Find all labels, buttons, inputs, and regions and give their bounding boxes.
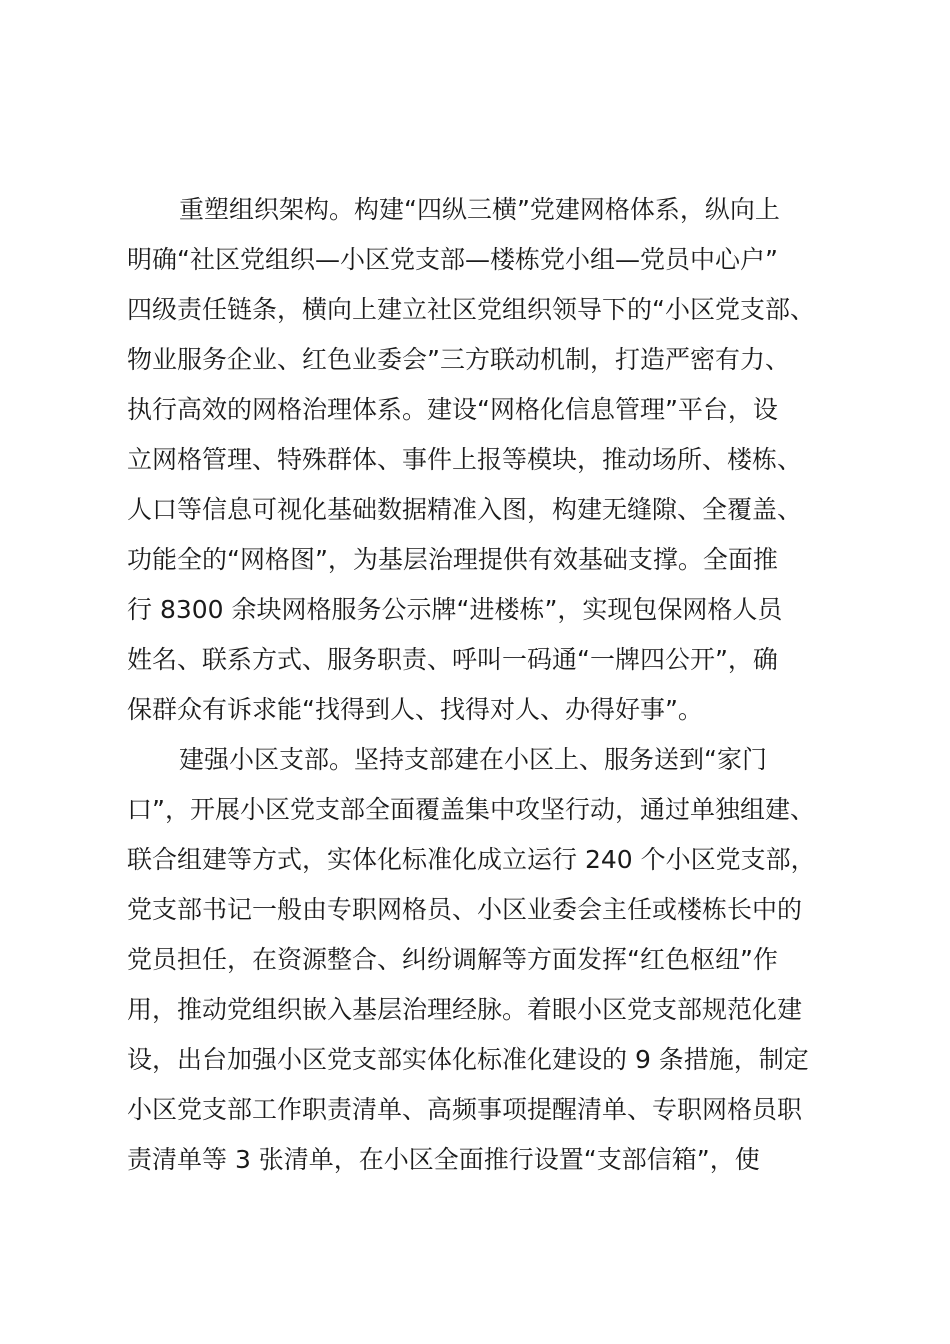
text-line: 用，推动党组织嵌入基层治理经脉。着眼小区党支部规范化建	[127, 995, 803, 1024]
text-line: 小区党支部工作职责清单、高频事项提醒清单、专职网格员职	[127, 1095, 803, 1124]
text-line: 人口等信息可视化基础数据精准入图，构建无缝隙、全覆盖、	[127, 495, 803, 524]
text-line: 重塑组织架构。构建“四纵三横”党建网格体系，纵向上	[179, 195, 780, 224]
text-line: 责清单等 3 张清单，在小区全面推行设置“支部信箱”，使	[127, 1145, 760, 1174]
text-line: 党支部书记一般由专职网格员、小区业委会主任或楼栋长中的	[127, 895, 803, 924]
paragraph-community-branch	[127, 735, 847, 1185]
text-line: 建强小区支部。坚持支部建在小区上、服务送到“家门	[179, 745, 767, 774]
text-line: 行 8300 余块网格服务公示牌“进楼栋”，实现包保网格人员	[127, 595, 783, 624]
text-line: 四级责任链条，横向上建立社区党组织领导下的“小区党支部、	[127, 295, 815, 324]
text-line: 保群众有诉求能“找得到人、找得对人、办得好事”。	[127, 695, 703, 724]
paragraph-organization-structure	[127, 185, 847, 735]
text-line: 功能全的“网格图”，为基层治理提供有效基础支撑。全面推	[127, 545, 778, 574]
text-line: 明确“社区党组织—小区党支部—楼栋党小组—党员中心户”	[127, 245, 778, 274]
text-line: 执行高效的网格治理体系。建设“网格化信息管理”平台，设	[127, 395, 778, 424]
text-line: 立网格管理、特殊群体、事件上报等模块，推动场所、楼栋、	[127, 445, 803, 474]
text-line: 党员担任，在资源整合、纠纷调解等方面发挥“红色枢纽”作	[127, 945, 778, 974]
text-line: 物业服务企业、红色业委会”三方联动机制，打造严密有力、	[127, 345, 790, 374]
text-line: 口”，开展小区党支部全面覆盖集中攻坚行动，通过单独组建、	[127, 795, 815, 824]
document-body	[127, 185, 847, 1185]
text-line: 姓名、联系方式、服务职责、呼叫一码通“一牌四公开”，确	[127, 645, 778, 674]
text-line: 设，出台加强小区党支部实体化标准化建设的 9 条措施，制定	[127, 1045, 809, 1074]
text-line: 联合组建等方式，实体化标准化成立运行 240 个小区党支部，	[127, 845, 816, 874]
